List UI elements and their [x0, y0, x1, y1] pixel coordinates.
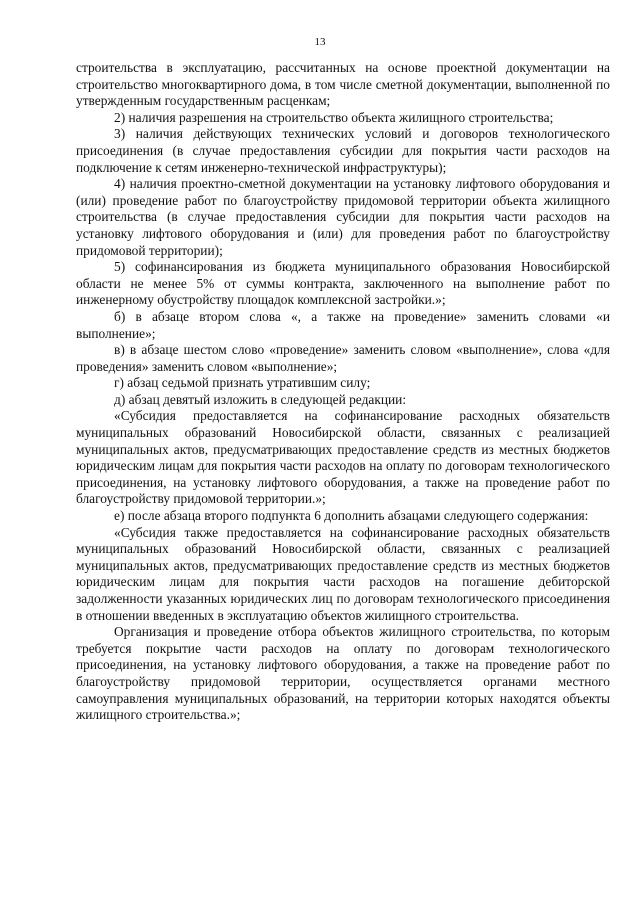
paragraph-amendment-b: б) в абзаце втором слова «, а также на проведение» заменить словами «и выполнение»; — [76, 308, 610, 341]
paragraph-quote-subsidy-also: «Субсидия также предоставляется на софинансирование расходных обязательств муниципальных образований Новосибирской области, связанных с реализацией муниципальных актов, предусматривающих предоставление средств из местных бюджетов юридическим лицам для покрытия части расходов на погашение дебиторской задолженности указанных юридических лиц по договорам технологического присоединения в отношении введенных в эксплуатацию объектов жилищного строительства. — [76, 524, 610, 623]
paragraph-organization-selection: Организация и проведение отбора объектов жилищного строительства, по которым требуется покрытие части расходов на оплату по договорам технологического присоединения, на установку лифтового оборудования, а также на проведение работ по благоустройству придомовой территории, осуществляется органами местного самоуправления муниципальных образований, на территории которых находятся объекты жилищного строительства.»; — [76, 624, 610, 723]
paragraph-item-3: 3) наличия действующих технических условий и договоров технологического присоединения (в случае предоставления субсидии для покрытия части расходов на подключение к сетям инженерно-технической инфраструктуры); — [76, 126, 610, 175]
paragraph-quote-subsidy: «Субсидия предоставляется на софинансирование расходных обязательств муниципальных образований Новосибирской области, связанных с реализацией муниципальных актов, предусматривающих предоставление средств из местных бюджетов юридическим лицам для покрытия части расходов на оплату по договорам технологического присоединения, на установку лифтового оборудования, а также на проведение работ по благоустройству придомовой территории.»; — [76, 408, 610, 507]
paragraph-continuation: строительства в эксплуатацию, рассчитанных на основе проектной документации на строительство многоквартирного дома, в том числе сметной документации, выполненной по утвержденным государственным расценкам; — [76, 60, 610, 109]
paragraph-amendment-v: в) в абзаце шестом слово «проведение» заменить словом «выполнение», слова «для проведения» заменить словом «выполнение»; — [76, 342, 610, 374]
paragraph-amendment-e: е) после абзаца второго подпункта 6 дополнить абзацами следующего содержания: — [114, 508, 589, 524]
page-number: 13 — [314, 36, 326, 48]
paragraph-item-4: 4) наличия проектно-сметной документации на установку лифтового оборудования и (или) проведение работ по благоустройству придомовой территории объекта жилищного строительства (в случае предоставления субсидии для покрытия части расходов на установку лифтового оборудования и (или) для проведения работ по благоустройству придомовой территории); — [76, 176, 610, 258]
paragraph-item-5: 5) софинансирования из бюджета муниципального образования Новосибирской области не менее 5% от суммы контракта, заключенного на выполнение работ по инженерному обустройству площадок комплексной застройки.»; — [76, 259, 610, 308]
paragraph-amendment-g: г) абзац седьмой признать утратившим силу; — [114, 375, 371, 391]
document-body — [76, 60, 610, 724]
paragraph-amendment-d: д) абзац девятый изложить в следующей редакции: — [114, 391, 407, 407]
paragraph-item-2: 2) наличия разрешения на строительство объекта жилищного строительства; — [114, 109, 554, 125]
